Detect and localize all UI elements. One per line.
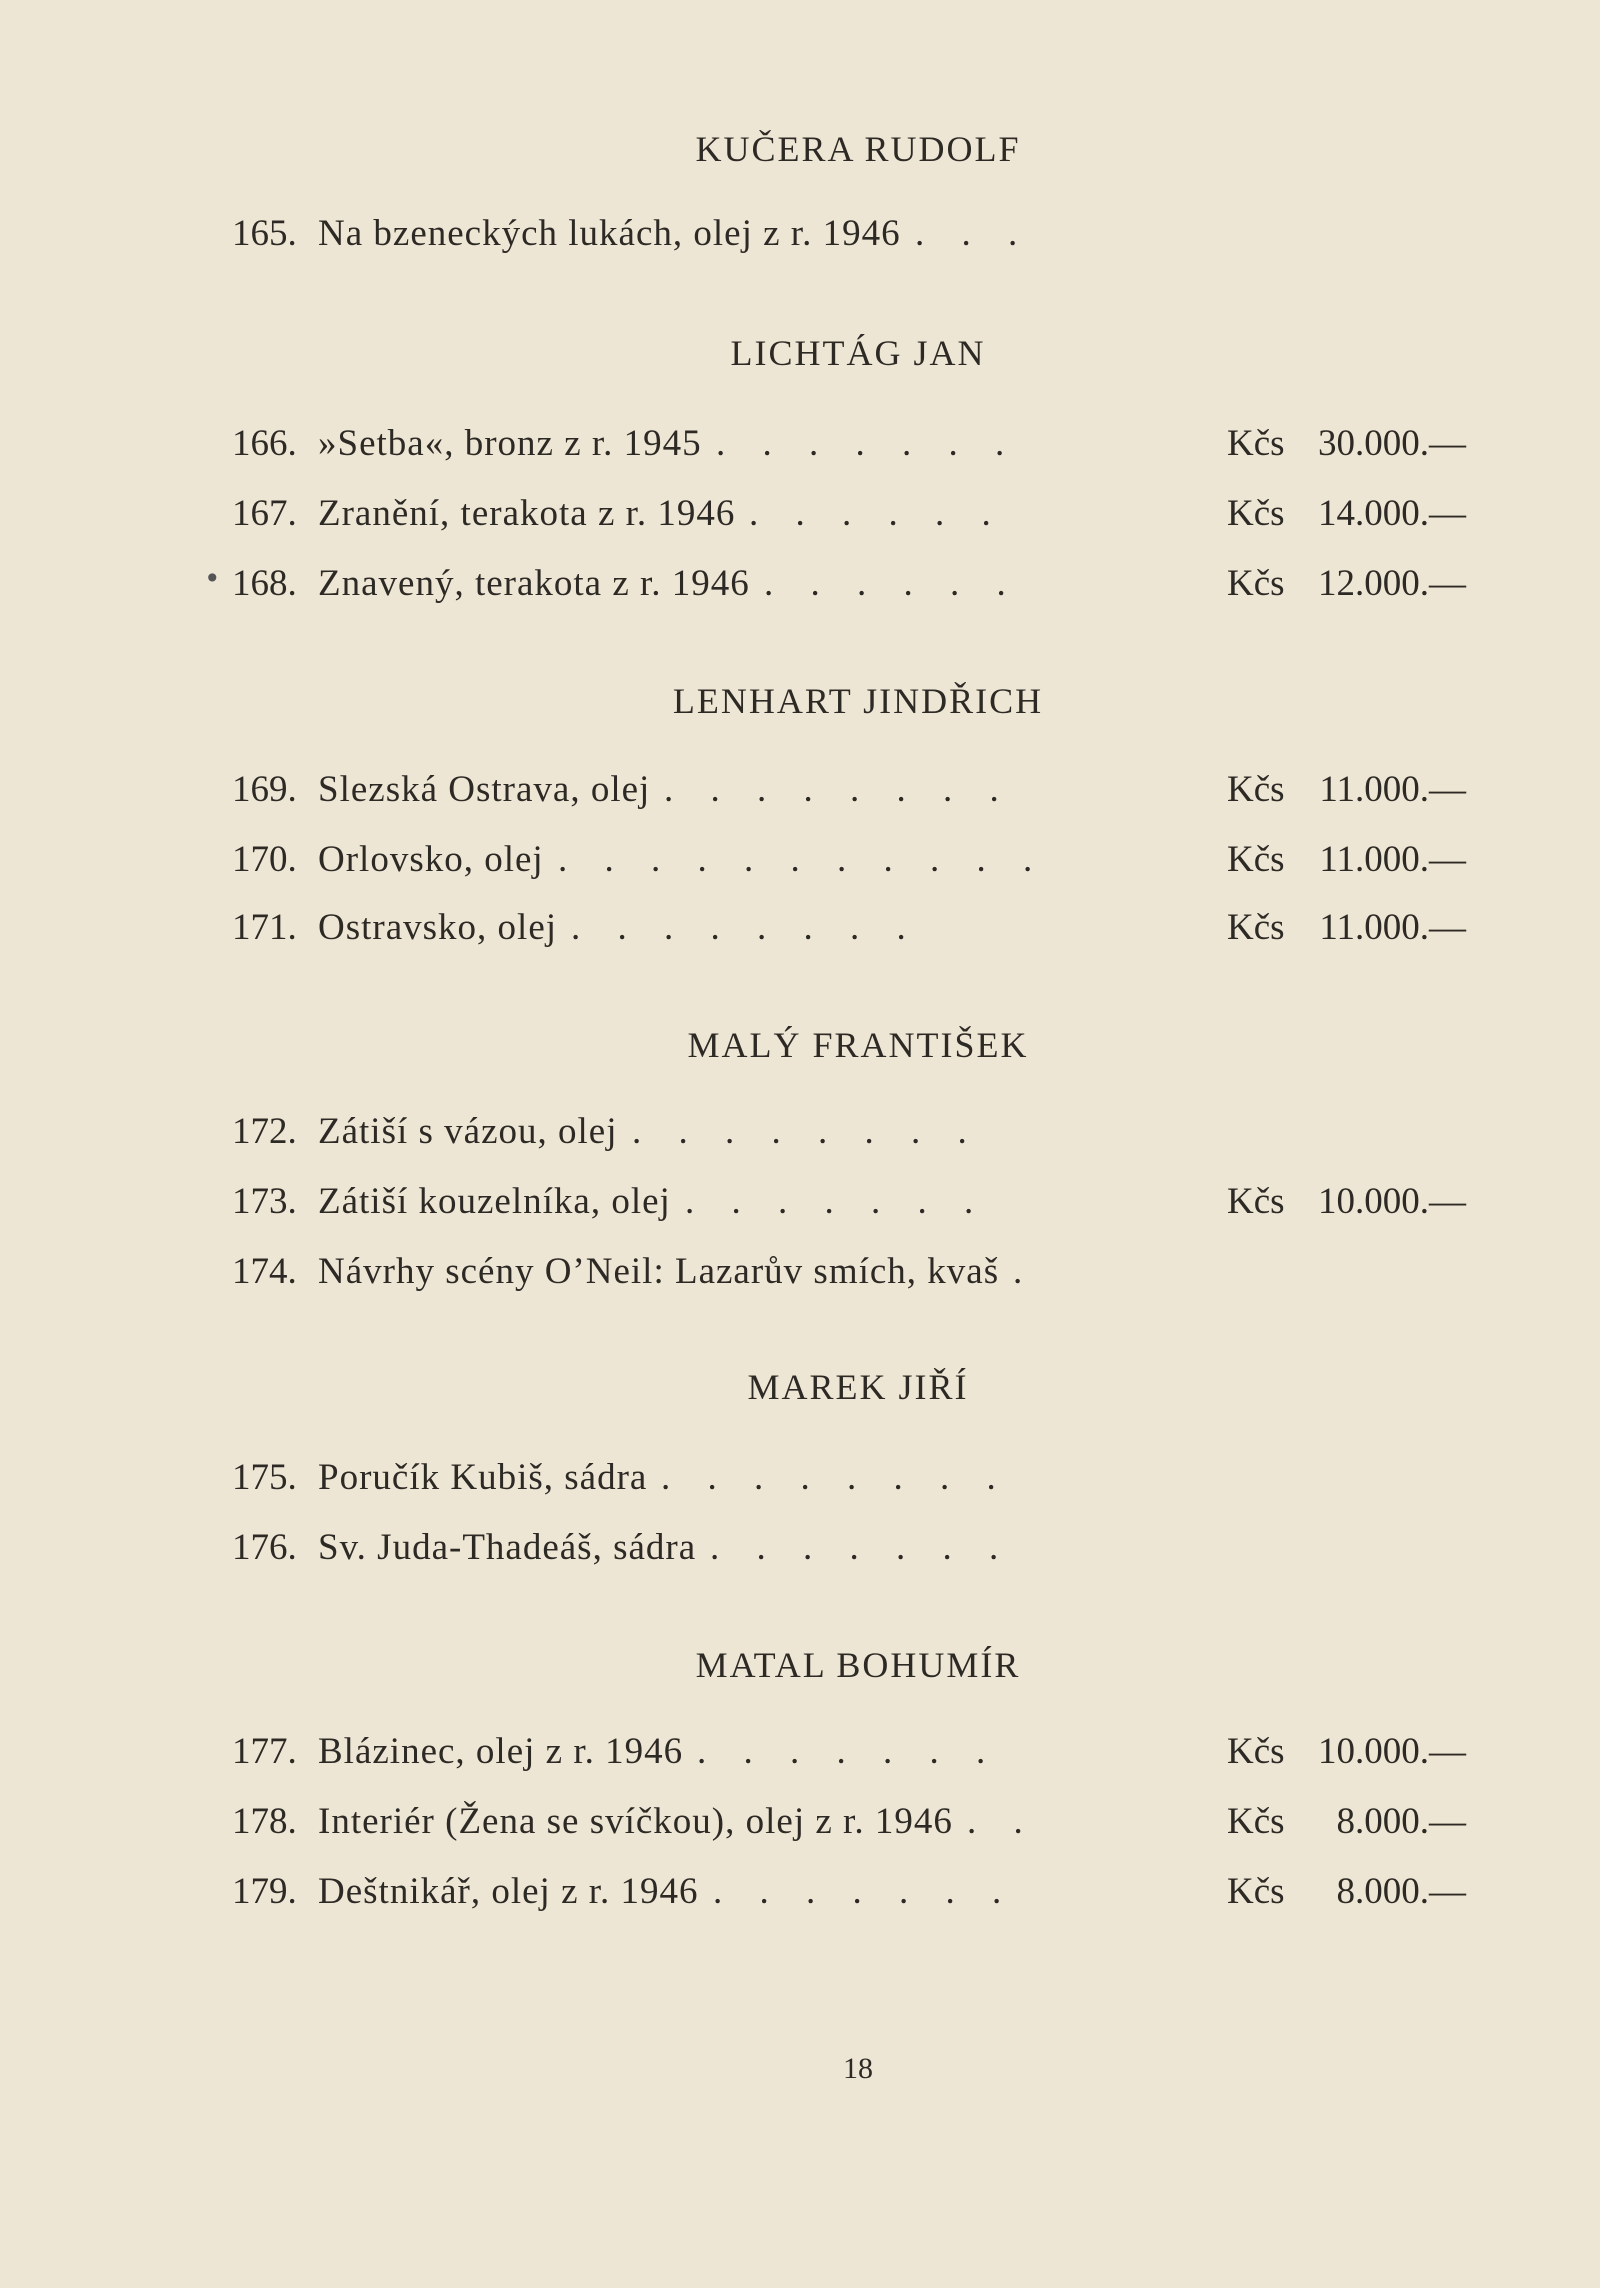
entry-price: 10.000.— [1318,1731,1466,1772]
entry-title: Zátiší s vázou, olej [318,1111,618,1152]
entry-title: Návrhy scény O’Neil: Lazarův smích, kvaš [318,1251,1000,1292]
entry-currency: Kčs [1227,1731,1285,1772]
entry-title: Interiér (Žena se svíčkou), olej z r. 1946 [318,1801,953,1842]
entry-currency: Kčs [1227,769,1285,810]
entry-price: 11.000.— [1319,839,1466,880]
entry-leader-dots: . . . . . . [764,563,1020,604]
entry-leader-dots: . . [967,1801,1037,1842]
entry-leader-dots: . . . [915,213,1032,254]
entry-price: 8.000.— [1336,1801,1466,1842]
entry-number: 175. [232,1457,297,1498]
entry-number: 176. [232,1527,297,1568]
entry-leader-dots: . . . . . . . [710,1527,1013,1568]
entry-title: Sv. Juda-Thadeáš, sádra [318,1527,697,1568]
entry-price: 12.000.— [1318,563,1466,604]
catalog-entry [232,1180,1532,1224]
entry-number: 178. [232,1801,297,1842]
catalog-entry [232,1526,1532,1570]
entry-title: Zátiší kouzelníka, olej [318,1181,671,1222]
catalog-entry [232,1800,1532,1844]
entry-title: Slezská Ostrava, olej [318,769,651,810]
entry-currency: Kčs [1227,563,1285,604]
catalog-entry [232,212,1532,256]
entry-currency: Kčs [1227,1181,1285,1222]
catalog-entry [232,562,1532,606]
artist-heading-lenhart: LENHART JINDŘICH [672,681,1044,721]
entry-price: 11.000.— [1319,907,1466,948]
catalog-entry [232,906,1532,950]
entry-leader-dots: . [1013,1251,1037,1292]
entry-leader-dots: . . . . . . . [713,1871,1016,1912]
entry-number: 168. [232,563,297,604]
entry-number: 173. [232,1181,297,1222]
entry-leader-dots: . . . . . . . [697,1731,1000,1772]
entry-currency: Kčs [1227,907,1285,948]
entry-price: 8.000.— [1336,1871,1466,1912]
entry-currency: Kčs [1227,1801,1285,1842]
catalog-entry [232,492,1532,536]
artist-heading-kucera: KUČERA RUDOLF [695,129,1021,169]
entry-number: 179. [232,1871,297,1912]
page-number: 18 [843,2052,873,2085]
entry-price: 10.000.— [1318,1181,1466,1222]
catalog-entry [232,768,1532,812]
entry-leader-dots: . . . . . . . . [571,907,920,948]
entry-number: 169. [232,769,297,810]
entry-title: Na bzeneckých lukách, olej z r. 1946 [318,213,901,254]
entry-leader-dots: . . . . . . . . . . . [558,839,1047,880]
artist-heading-lichtag: LICHTÁG JAN [730,333,986,373]
entry-number: 171. [232,907,297,948]
catalog-entry [232,1250,1532,1294]
entry-number: 174. [232,1251,297,1292]
entry-currency: Kčs [1227,1871,1285,1912]
catalog-entry [232,1870,1532,1914]
catalog-entry [232,1110,1532,1154]
entry-title: »Setba«, bronz z r. 1945 [318,423,702,464]
entry-leader-dots: . . . . . . . . [632,1111,981,1152]
entry-leader-dots: . . . . . . . [716,423,1019,464]
entry-title: Poručík Kubiš, sádra [318,1457,648,1498]
margin-mark-icon: • [204,562,221,595]
entry-number: 167. [232,493,297,534]
entry-title: Orlovsko, olej [318,839,544,880]
artist-heading-marek: MAREK JIŘÍ [747,1367,969,1407]
entry-currency: Kčs [1227,839,1285,880]
entry-currency: Kčs [1227,423,1285,464]
entry-price: 14.000.— [1318,493,1466,534]
entry-number: 172. [232,1111,297,1152]
entry-leader-dots: . . . . . . . . [664,769,1013,810]
entry-number: 166. [232,423,297,464]
entry-title: Blázinec, olej z r. 1946 [318,1731,684,1772]
entry-number: 177. [232,1731,297,1772]
artist-heading-matal: MATAL BOHUMÍR [695,1645,1021,1685]
entry-number: 170. [232,839,297,880]
artist-heading-maly: MALÝ FRANTIŠEK [687,1025,1029,1065]
entry-currency: Kčs [1227,493,1285,534]
catalog-entry [232,1456,1532,1500]
entry-number: 165. [232,213,297,254]
catalog-entry [232,838,1532,882]
entry-leader-dots: . . . . . . . . [661,1457,1010,1498]
entry-price: 11.000.— [1319,769,1466,810]
entry-title: Znavený, terakota z r. 1946 [318,563,750,604]
entry-title: Zranění, terakota z r. 1946 [318,493,736,534]
entry-leader-dots: . . . . . . . [685,1181,988,1222]
catalog-entry [232,1730,1532,1774]
entry-price: 30.000.— [1318,423,1466,464]
entry-title: Ostravsko, olej [318,907,558,948]
entry-leader-dots: . . . . . . [749,493,1005,534]
entry-title: Deštnikář, olej z r. 1946 [318,1871,699,1912]
catalog-entry [232,422,1532,466]
